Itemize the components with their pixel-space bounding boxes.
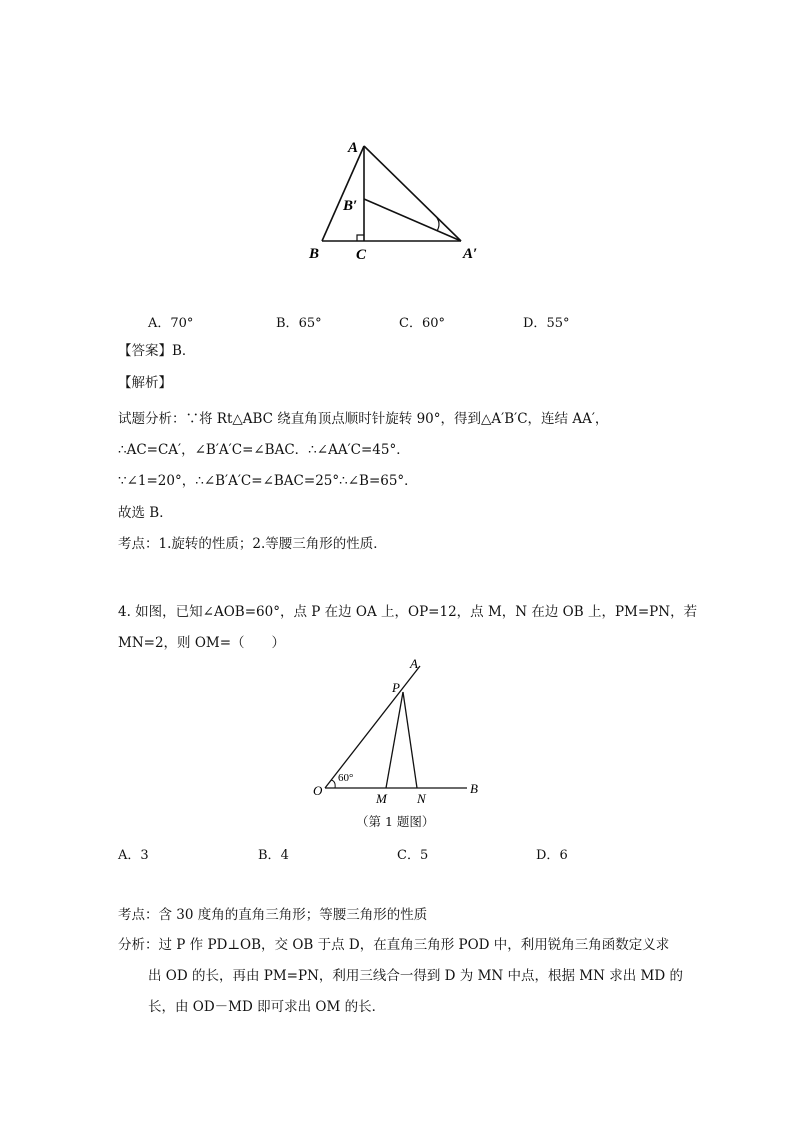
label-M: M [376,791,387,806]
q4-line-2: MN=2，则 OM=（ ） [118,635,286,651]
label-P: P [392,680,400,695]
option-c: C．60° [399,316,445,331]
fenxi-line-3: 长，由 OD－MD 即可求出 OM 的长． [148,999,386,1015]
analysis-line-5: 考点：1.旋转的性质；2.等腰三角形的性质． [118,536,387,552]
label-B-prime: B′ [343,198,358,214]
option-b: B．65° [276,316,322,331]
figure-rotation-triangle [300,130,500,270]
q4-line-1: 4. 如图，已知∠AOB=60°，点 P 在边 OA 上，OP=12，点 M，N 在边 OB 上，PM=PN，若 [118,604,698,620]
ray-OA [325,666,420,788]
option-a: A．3 [118,848,149,863]
option-a: A．70° [148,316,194,331]
kaodian-line: 考点：含 30 度角的直角三角形；等腰三角形的性质 [118,907,428,923]
fenxi-line-1: 分析：过 P 作 PD⊥OB，交 OB 于点 D，在直角三角形 POD 中，利用锐角三角函数定义求 [118,937,670,953]
fenxi-line-2: 出 OD 的长，再由 PM=PN，利用三线合一得到 D 为 MN 中点，根据 MN 求出 MD 的 [148,968,683,984]
label-B: B [470,781,478,796]
segment-PN [403,692,417,788]
label-C: C [356,247,367,263]
analysis-line-2: ∴AC=CA′，∠B′A′C=∠BAC．∴∠AA′C=45°． [118,442,410,458]
label-A-prime: A′ [463,246,478,262]
label-N: N [417,791,426,806]
label-B: B [309,246,320,262]
figure-caption: （第 1 题图） [356,814,435,829]
angle-1-arc [437,218,439,231]
segment-AB [322,146,364,241]
option-d: D．55° [523,316,570,331]
label-A: A [348,140,359,156]
analysis-line-1: 试题分析：∵将 Rt△ABC 绕直角顶点顺时针旋转 90°，得到△A′B′C，连结 AA′， [118,411,609,427]
segment-B-prime-A-prime [364,199,461,241]
figure-angle-aob [300,650,500,810]
label-A: A [410,656,418,671]
analysis-heading: 【解析】 [118,375,172,391]
analysis-line-4: 故选 B． [118,505,173,521]
option-c: C．5 [397,848,429,863]
option-d: D．6 [536,848,568,863]
option-b: B．4 [258,848,289,863]
label-angle-60: 60° [338,772,354,784]
segment-AA-prime [364,146,461,241]
analysis-line-3: ∵∠1=20°，∴∠B′A′C=∠BAC=25°∴∠B=65°． [118,473,418,489]
angle-60-arc [331,780,335,788]
right-angle-mark [357,235,364,241]
answer-line: 【答案】B． [118,343,196,359]
label-O: O [313,783,323,798]
